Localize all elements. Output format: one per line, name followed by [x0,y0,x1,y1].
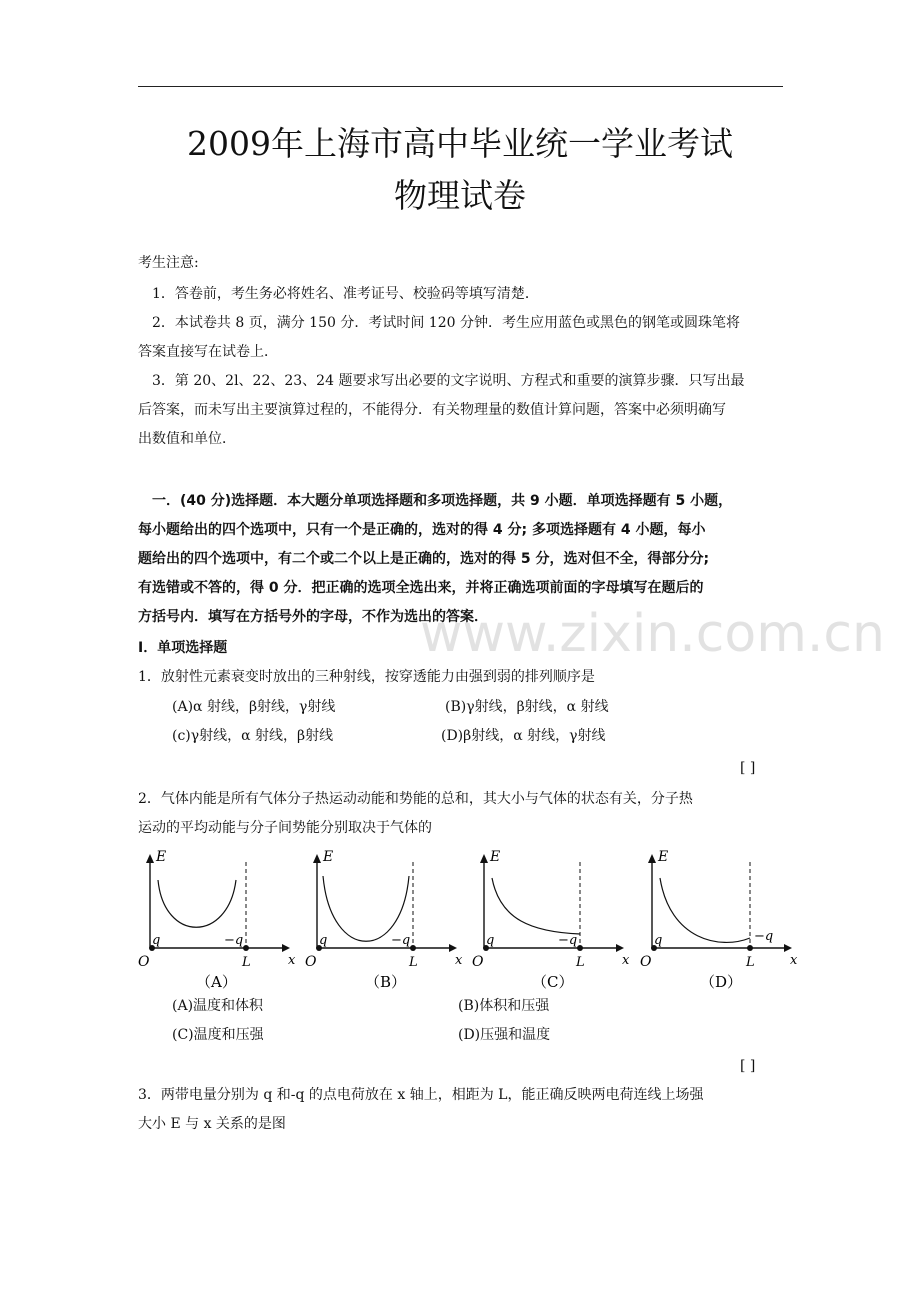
y-axis-label: E [323,849,334,865]
charge-label: q [152,933,161,948]
graph-a [138,848,298,990]
distance-label: L [242,955,251,970]
origin-label: O [472,954,484,970]
notice-item: 1．答卷前，考生务必将姓名、准考证号、校验码等填写清楚． [152,286,539,302]
x-axis-label: x [622,953,630,968]
section-instructions: 题给出的四个选项中，有二个或二个以上是正确的，选对的得 5 分，选对但不全，得部分分; [138,551,710,567]
notice-item: 3．第 20、2l、22、23、24 题要求写出必要的文字说明、方程式和重要的演算步骤．只写出最 [152,373,745,389]
question-3-stem: 大小 E 与 x 关系的是图 [138,1116,286,1132]
section-instructions: 一．(40 分)选择题．本大题分单项选择题和多项选择题，共 9 小题．单项选择题有 5 小题， [152,493,733,509]
exam-subtitle: 物理试卷 [394,176,526,215]
graph-c [472,848,632,990]
panel-label: （D） [700,973,743,990]
graph-d [640,848,800,990]
q2-option-a: (A)温度和体积 [172,998,264,1014]
section-instructions: 方括号内．填写在方括号外的字母，不作为选出的答案． [138,609,488,625]
graph-b [305,848,465,990]
q2-option-d: (D)压强和温度 [458,1027,551,1043]
panel-label: （C） [532,973,574,990]
q1-option-a: (A)α 射线，β射线，γ射线 [172,699,336,715]
q1-option-b: (B)γ射线，β射线，α 射线 [445,699,609,715]
watermark: www.zixin.com.cn [420,604,885,664]
x-axis-label: x [790,953,798,968]
section-instructions: 有选错或不答的，得 0 分．把正确的选项全选出来，并将正确选项前面的字母填写在题后的 [138,580,704,596]
x-axis-label: x [288,953,296,968]
subsection-heading: Ⅰ．单项选择题 [138,640,228,656]
q1-option-c: (c)γ射线，α 射线，β射线 [172,728,334,744]
panel-label: （B） [365,973,407,990]
distance-label: L [409,955,418,970]
q2-answer-bracket: [ ] [740,1058,756,1074]
charge-label: q [319,933,328,948]
panel-label: （A） [196,973,237,990]
question-2-stem: 2．气体内能是所有气体分子热运动动能和势能的总和，其大小与气体的状态有关，分子热 [138,791,693,807]
question-1-stem: 1．放射性元素衰变时放出的三种射线，按穿透能力由强到弱的排列顺序是 [138,669,595,685]
y-axis-label: E [490,849,501,865]
notice-item: 后答案，而未写出主要演算过程的，不能得分．有关物理量的数值计算问题，答案中必须明确写 [138,402,726,418]
charge-label: q [654,933,663,948]
charge-label: −q [391,933,411,948]
charge-label: −q [558,933,578,948]
charge-label: −q [224,933,244,948]
exam-title: 2009年上海市高中毕业统一学业考试 [187,124,733,163]
notice-item: 出数值和单位． [138,431,236,447]
origin-label: O [138,954,150,970]
question-2-stem: 运动的平均动能与分子间势能分别取决于气体的 [138,820,432,836]
distance-label: L [746,955,755,970]
section-instructions: 每小题给出的四个选项中，只有一个是正确的，选对的得 4 分; 多项选择题有 4 小题，每小 [138,522,706,538]
origin-label: O [640,954,652,970]
q1-option-d: (D)β射线，α 射线，γ射线 [441,728,606,744]
question-3-stem: 3．两带电量分别为 q 和-q 的点电荷放在 x 轴上，相距为 L，能正确反映两电荷连线上场强 [138,1087,704,1103]
x-axis-label: x [455,953,463,968]
charge-label: −q [754,929,774,944]
y-axis-label: E [658,849,669,865]
notice-item: 2．本试卷共 8 页，满分 150 分．考试时间 120 分钟．考生应用蓝色或黑色的钢笔或圆珠笔将 [152,315,740,331]
q1-answer-bracket: [ ] [740,760,756,776]
charge-label: q [486,933,495,948]
notice-item: 答案直接写在试卷上． [138,344,278,360]
notice-label: 考生注意: [138,255,199,271]
y-axis-label: E [156,849,167,865]
header-rule [138,86,783,87]
q2-option-c: (C)温度和压强 [172,1027,264,1043]
q2-option-b: (B)体积和压强 [458,998,550,1014]
distance-label: L [576,955,585,970]
origin-label: O [305,954,317,970]
